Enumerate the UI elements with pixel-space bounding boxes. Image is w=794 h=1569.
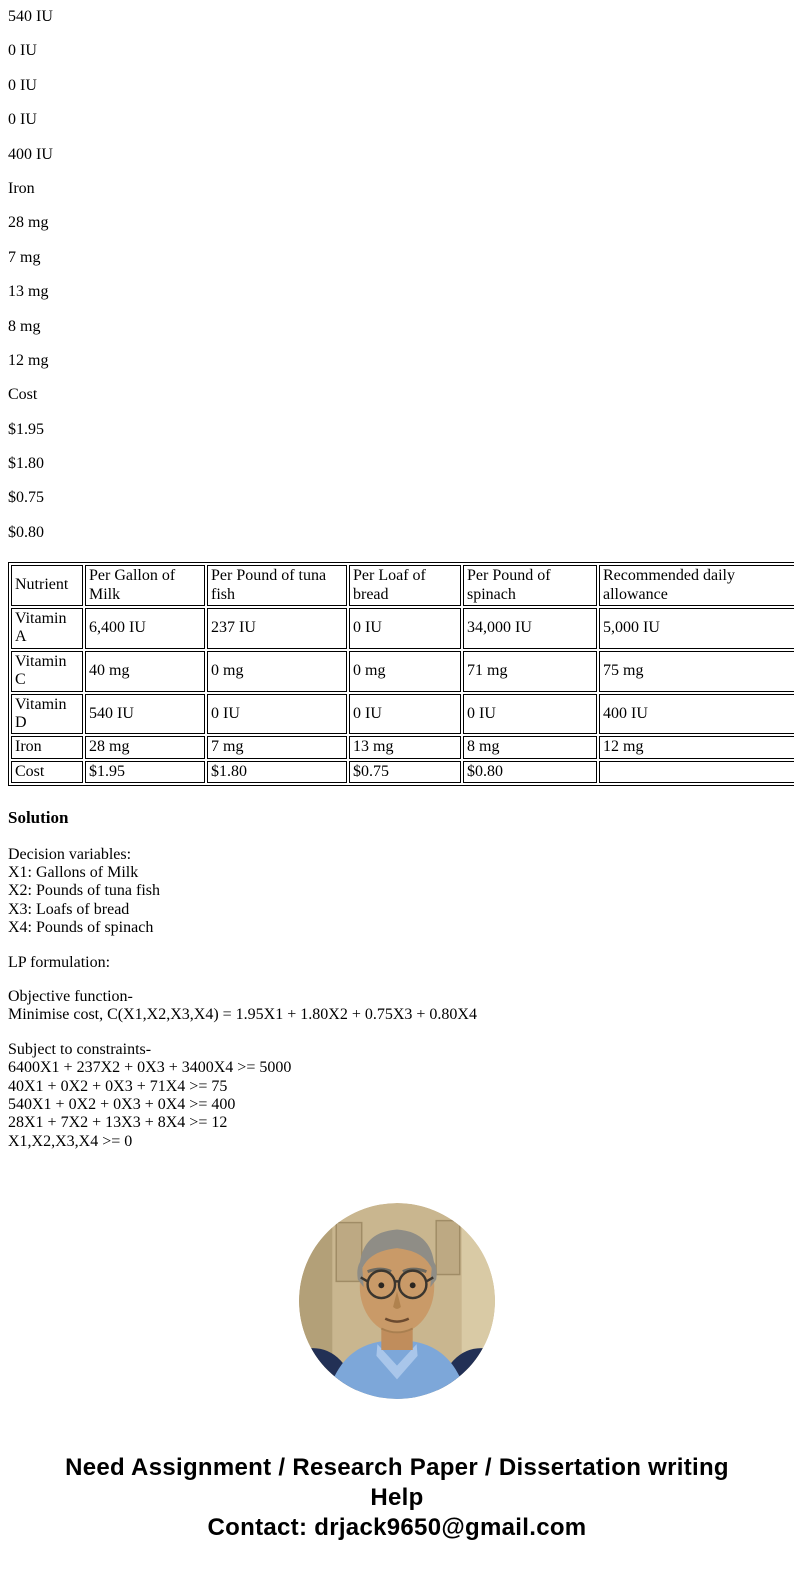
constraints-block xyxy=(8,1041,786,1151)
table-cell: Vitamin A xyxy=(11,608,83,649)
table-cell: Vitamin D xyxy=(11,694,83,735)
constraints-label: Subject to constraints- xyxy=(8,1040,152,1058)
table-cell: 237 IU xyxy=(207,608,347,649)
constraint-line: 540X1 + 0X2 + 0X3 + 0X4 >= 400 xyxy=(8,1096,236,1113)
decision-variable-line: X3: Loafs of bread xyxy=(8,900,130,918)
table-cell: 75 mg xyxy=(599,651,794,692)
footer-help-text xyxy=(47,1453,747,1543)
value-line: 28 mg xyxy=(8,214,49,232)
value-line: 12 mg xyxy=(8,351,49,369)
table-cell: $1.95 xyxy=(85,761,205,783)
table-cell: 0 IU xyxy=(349,694,461,735)
table-row xyxy=(11,736,794,758)
decision-variable-line: X2: Pounds of tuna fish xyxy=(8,882,160,900)
value-line: $1.95 xyxy=(8,420,44,438)
person-avatar-image xyxy=(299,1203,495,1399)
table-cell: 0 IU xyxy=(463,694,597,735)
objective-function-label: Objective function- xyxy=(8,988,133,1006)
value-line: 0 IU xyxy=(8,76,37,94)
table-header-cell: Per Pound of spinach xyxy=(463,565,597,606)
table-cell xyxy=(599,761,794,783)
table-row xyxy=(11,651,794,692)
table-cell: 0 mg xyxy=(207,651,347,692)
decision-variables-block xyxy=(8,846,786,938)
decision-variable-line: X1: Gallons of Milk xyxy=(8,864,139,882)
value-line: 8 mg xyxy=(8,317,41,335)
objective-function-equation: Minimise cost, C(X1,X2,X3,X4) = 1.95X1 + 1.80X2 + 0.75X3 + 0.80X4 xyxy=(8,1006,477,1024)
table-cell: Cost xyxy=(11,761,83,783)
table-cell: 400 IU xyxy=(599,694,794,735)
constraint-line: 6400X1 + 237X2 + 0X3 + 3400X4 >= 5000 xyxy=(8,1059,292,1077)
table-cell: $0.80 xyxy=(463,761,597,783)
table-cell: $0.75 xyxy=(349,761,461,783)
table-cell: 40 mg xyxy=(85,651,205,692)
table-cell: 0 IU xyxy=(207,694,347,735)
table-header-cell: Recommended daily allowance xyxy=(599,565,794,606)
table-cell: 0 mg xyxy=(349,651,461,692)
value-line: 540 IU xyxy=(8,8,53,25)
value-line: 400 IU xyxy=(8,145,53,163)
table-header-row xyxy=(11,565,794,606)
value-line: $0.75 xyxy=(8,489,44,507)
value-line: Iron xyxy=(8,179,35,197)
table-header-cell: Per Loaf of bread xyxy=(349,565,461,606)
solution-heading: Solution xyxy=(8,808,69,828)
table-cell: 71 mg xyxy=(463,651,597,692)
table-cell: 28 mg xyxy=(85,736,205,758)
value-line: 13 mg xyxy=(8,283,49,301)
table-cell: 13 mg xyxy=(349,736,461,758)
footer-contact-email: Contact: drjack9650@gmail.com xyxy=(207,1514,587,1542)
table-cell: 0 IU xyxy=(349,608,461,649)
value-line: 0 IU xyxy=(8,42,37,60)
value-line: $1.80 xyxy=(8,455,44,473)
value-line: Cost xyxy=(8,386,38,404)
table-cell: Vitamin C xyxy=(11,651,83,692)
table-cell: 6,400 IU xyxy=(85,608,205,649)
nutrient-values-list xyxy=(8,8,786,542)
decision-variables-label: Decision variables: xyxy=(8,845,132,863)
table-header-cell: Per Pound of tuna fish xyxy=(207,565,347,606)
footer-help-line: Need Assignment / Research Paper / Dissertation writing Help xyxy=(65,1454,729,1512)
table-cell: 8 mg xyxy=(463,736,597,758)
table-cell: 5,000 IU xyxy=(599,608,794,649)
constraint-line: 28X1 + 7X2 + 13X3 + 8X4 >= 12 xyxy=(8,1114,228,1132)
table-cell: $1.80 xyxy=(207,761,347,783)
table-row xyxy=(11,608,794,649)
table-header-cell: Per Gallon of Milk xyxy=(85,565,205,606)
table-cell: 12 mg xyxy=(599,736,794,758)
value-line: 7 mg xyxy=(8,248,41,266)
nutrition-table xyxy=(8,562,794,786)
objective-function-block xyxy=(8,988,786,1025)
table-cell: Iron xyxy=(11,736,83,758)
table-cell: 7 mg xyxy=(207,736,347,758)
table-cell: 540 IU xyxy=(85,694,205,735)
table-header-cell: Nutrient xyxy=(11,565,83,606)
table-row xyxy=(11,761,794,783)
lp-formulation-label: LP formulation: xyxy=(8,953,111,971)
decision-variable-line: X4: Pounds of spinach xyxy=(8,919,154,937)
table-row xyxy=(11,694,794,735)
constraint-line: X1,X2,X3,X4 >= 0 xyxy=(8,1132,133,1150)
constraint-line: 40X1 + 0X2 + 0X3 + 71X4 >= 75 xyxy=(8,1077,228,1095)
presenter-photo xyxy=(299,1203,495,1399)
table-cell: 34,000 IU xyxy=(463,608,597,649)
value-line: 0 IU xyxy=(8,111,37,129)
value-line: $0.80 xyxy=(8,523,44,541)
